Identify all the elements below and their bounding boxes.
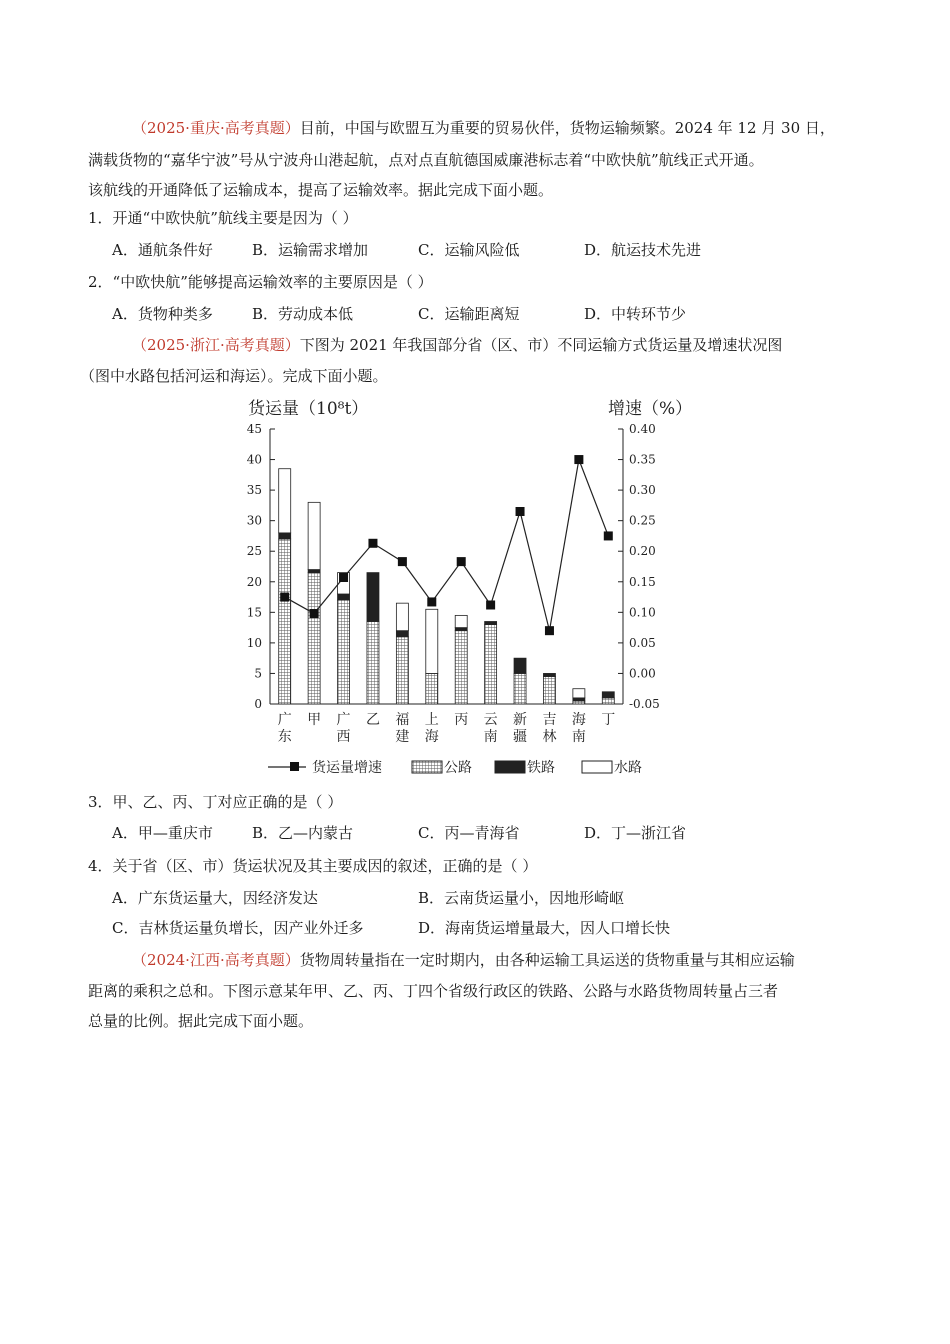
bar-road (602, 698, 614, 704)
left-tick-label: 45 (246, 422, 262, 436)
left-axis-title: 货运量（10⁸t） (248, 399, 369, 419)
bar-water (308, 502, 320, 569)
right-tick-label: -0.05 (629, 697, 660, 711)
legend-swatch-rail (495, 761, 525, 773)
bar-rail (573, 698, 585, 701)
category-label: 丁 (601, 712, 616, 728)
right-tick-label: 0.25 (629, 513, 656, 528)
passage3-line3: 总量的比例。据此完成下面小题。 (88, 1012, 314, 1030)
bar-rail (514, 658, 526, 673)
bar-road (308, 573, 320, 704)
growth-point (427, 597, 436, 606)
left-tick-label: 30 (246, 513, 262, 528)
bar-road (455, 631, 467, 704)
q2-option-a[interactable]: A．货物种类多 (112, 305, 213, 323)
passage2-line2: （图中水路包括河运和海运）。完成下面小题。 (80, 367, 388, 385)
left-tick-label: 35 (246, 483, 262, 498)
passage1-line1: （2025·重庆·高考真题）目前，中国与欧盟互为重要的贸易伙伴，货物运输频繁。2024 年 12 月 30 日， (132, 119, 835, 137)
passage3-line2: 距离的乘积之总和。下图示意某年甲、乙、丙、丁四个省级行政区的铁路、公路与水路货物周转量占三者 (88, 982, 779, 1000)
q3-option-c[interactable]: C．丙—青海省 (418, 824, 520, 842)
category-label: 广 (336, 712, 351, 728)
passage3-line1: （2024·江西·高考真题）货物周转量指在一定时期内，由各种运输工具运送的货物重量与其相应运输 (132, 951, 795, 969)
bar-road (485, 625, 497, 704)
q3-option-b[interactable]: B．乙—内蒙古 (252, 824, 354, 842)
category-label: 新 (513, 712, 528, 728)
bar-rail (367, 573, 379, 622)
category-label: 甲 (307, 712, 322, 728)
passage2-source: （2025·浙江·高考真题） (132, 336, 300, 354)
left-tick-label: 15 (246, 605, 262, 620)
left-tick-label: 10 (246, 635, 262, 650)
bar-water (573, 689, 585, 698)
left-tick-label: 5 (254, 666, 262, 681)
legend-road: 公路 (444, 760, 472, 776)
q2-option-b[interactable]: B．劳动成本低 (252, 305, 354, 323)
category-label: 丙 (454, 712, 469, 728)
bar-water (455, 615, 467, 627)
left-tick-label: 0 (254, 697, 262, 711)
category-label: 南 (571, 729, 586, 745)
passage2-line1: （2025·浙江·高考真题）下图为 2021 年我国部分省（区、市）不同运输方式货运量及增速状况图 (132, 336, 783, 354)
category-label: 西 (336, 729, 351, 745)
bar-water (426, 609, 438, 673)
legend-growth: 货运量增速 (312, 760, 382, 776)
legend-rail: 铁路 (527, 760, 555, 776)
category-label: 海 (424, 729, 439, 745)
right-tick-label: 0.35 (629, 452, 656, 467)
bar-road (396, 637, 408, 704)
growth-point (280, 593, 289, 602)
q4-option-b[interactable]: B．云南货运量小，因地形崎岖 (418, 889, 625, 907)
bar-rail (338, 594, 350, 600)
left-tick-label: 20 (246, 574, 262, 589)
bar-rail (396, 631, 408, 637)
legend-swatch-water (582, 761, 612, 773)
category-label: 上 (424, 712, 439, 728)
bar-road (573, 701, 585, 704)
passage1-source: （2025·重庆·高考真题） (132, 119, 300, 137)
growth-point (339, 573, 348, 582)
bar-rail (308, 570, 320, 573)
question-3-stem: 3．甲、乙、丙、丁对应正确的是（ ） (88, 793, 343, 811)
passage1-line3: 该航线的开通降低了运输成本，提高了运输效率。据此完成下面小题。 (88, 181, 554, 199)
bar-water (396, 603, 408, 631)
category-label: 福 (395, 712, 410, 728)
legend-marker-growth (290, 762, 299, 771)
bar-road (279, 539, 291, 704)
q1-option-b[interactable]: B．运输需求增加 (252, 241, 369, 259)
q4-option-c[interactable]: C．吉林货运量负增长，因产业外迁多 (112, 919, 364, 937)
q1-option-a[interactable]: A．通航条件好 (112, 241, 213, 259)
right-axis-title: 增速（%） (608, 399, 693, 419)
category-label: 南 (483, 729, 498, 745)
growth-point (457, 557, 466, 566)
bar-rail (455, 628, 467, 631)
right-tick-label: 0.10 (629, 605, 656, 620)
q2-option-d[interactable]: D．中转环节少 (584, 305, 687, 323)
category-label: 广 (277, 712, 292, 728)
left-tick-label: 40 (246, 452, 262, 467)
category-label: 吉 (542, 712, 557, 728)
category-label: 海 (571, 712, 586, 728)
growth-point (398, 557, 407, 566)
right-tick-label: 0.00 (629, 666, 656, 681)
category-label: 疆 (513, 729, 528, 745)
legend-swatch-road (412, 761, 442, 773)
bar-rail (279, 533, 291, 539)
growth-point (516, 507, 525, 516)
question-1-stem: 1．开通“中欧快航”航线主要是因为（ ） (88, 209, 358, 227)
bar-road (426, 673, 438, 704)
bar-rail (602, 692, 614, 698)
bar-road (338, 600, 350, 704)
growth-point (368, 539, 377, 548)
bar-rail (485, 622, 497, 625)
bar-road (514, 673, 526, 704)
category-label: 云 (483, 712, 498, 728)
q4-option-a[interactable]: A．广东货运量大，因经济发达 (112, 889, 318, 907)
right-tick-label: 0.15 (629, 574, 656, 589)
question-2-stem: 2．“中欧快航”能够提高运输效率的主要原因是（ ） (88, 273, 433, 291)
passage1-line2: 满载货物的“嘉华宁波”号从宁波舟山港起航，点对点直航德国威廉港标志着“中欧快航”航线正式开通。 (88, 151, 764, 169)
freight-chart (230, 390, 700, 785)
bar-rail (543, 673, 555, 676)
right-tick-label: 0.20 (629, 544, 656, 559)
growth-point (604, 531, 613, 540)
q4-option-d[interactable]: D．海南货运增量最大，因人口增长快 (418, 919, 671, 937)
legend-water: 水路 (614, 760, 642, 776)
bar-water (279, 469, 291, 533)
growth-point (574, 455, 583, 464)
bar-road (367, 622, 379, 705)
category-label: 建 (395, 729, 410, 745)
passage3-source: （2024·江西·高考真题） (132, 951, 300, 969)
right-tick-label: 0.05 (629, 635, 656, 650)
q1-option-c[interactable]: C．运输风险低 (418, 241, 520, 259)
q1-option-d[interactable]: D．航运技术先进 (584, 241, 702, 259)
q3-option-a[interactable]: A．甲—重庆市 (112, 824, 213, 842)
growth-point (545, 626, 554, 635)
category-label: 林 (542, 729, 557, 745)
category-label: 乙 (365, 712, 380, 728)
category-label: 东 (277, 729, 292, 745)
right-tick-label: 0.40 (629, 422, 656, 436)
q3-option-d[interactable]: D．丁—浙江省 (584, 824, 687, 842)
question-4-stem: 4．关于省（区、市）货运状况及其主要成因的叙述，正确的是（ ） (88, 857, 538, 875)
bar-road (543, 677, 555, 705)
left-tick-label: 25 (246, 544, 262, 559)
growth-line (285, 460, 609, 631)
chart-legend (268, 759, 642, 776)
growth-point (310, 609, 319, 618)
right-tick-label: 0.30 (629, 483, 656, 498)
q2-option-c[interactable]: C．运输距离短 (418, 305, 520, 323)
growth-point (486, 601, 495, 610)
